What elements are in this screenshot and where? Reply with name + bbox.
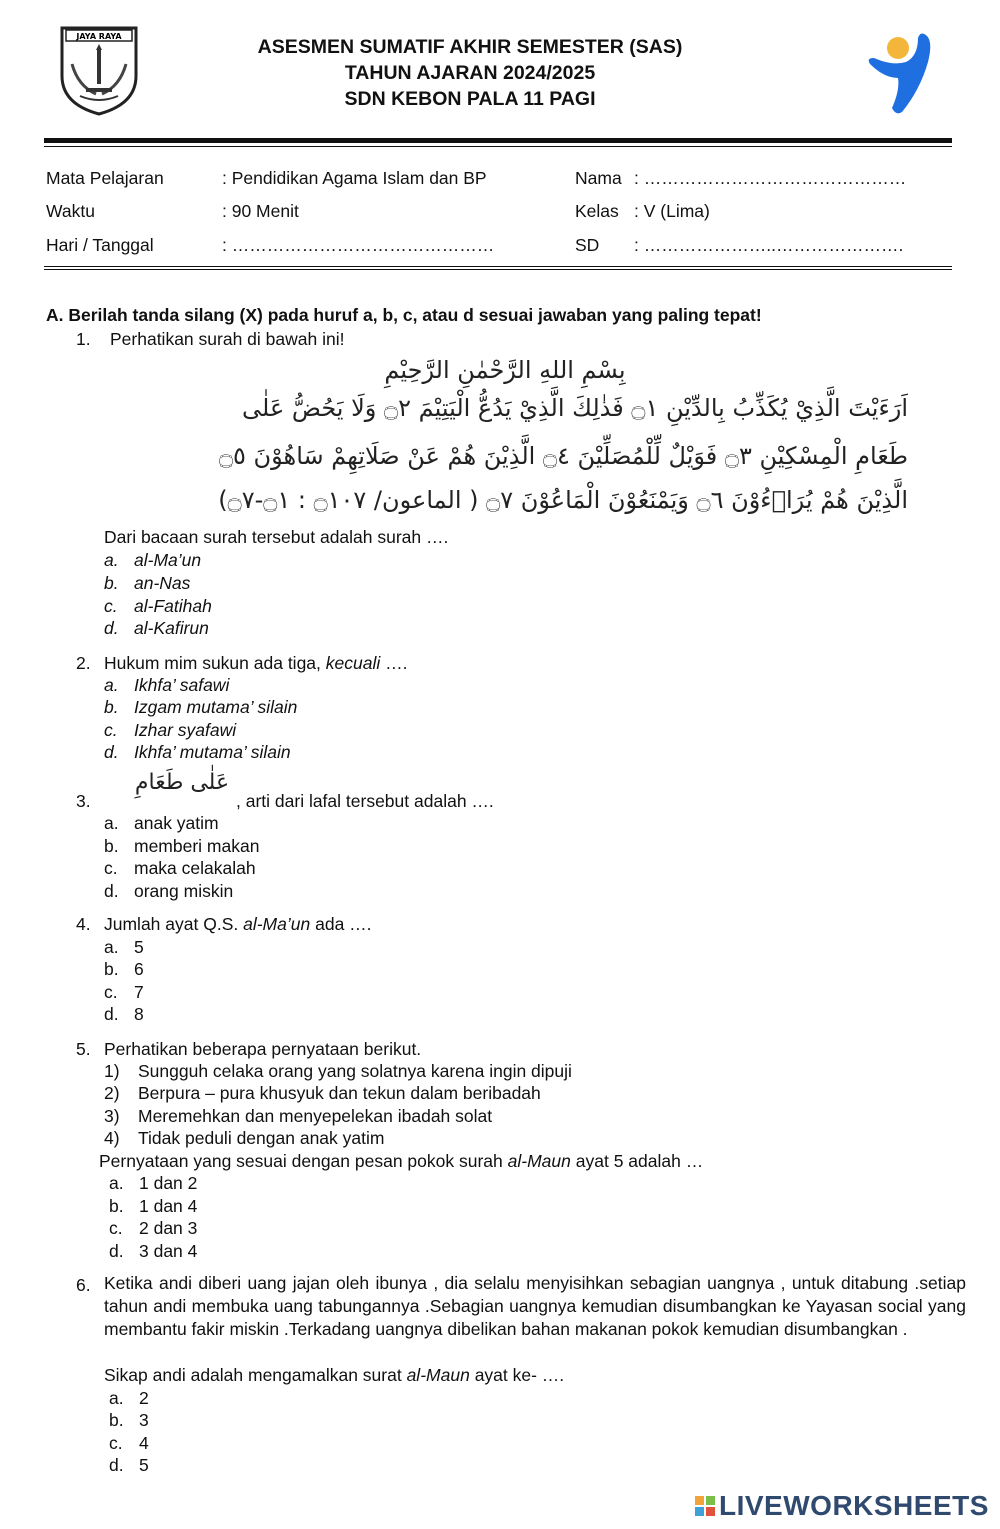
info-divider-2 (44, 269, 952, 270)
q5-number: 5. (76, 1039, 91, 1059)
header-divider-thick (44, 138, 952, 143)
q1-option-b-letter[interactable]: b. (104, 573, 119, 593)
q4-number: 4. (76, 914, 91, 934)
q4-option-a[interactable]: 5 (134, 937, 144, 957)
class-value: : V (Lima) (634, 201, 710, 221)
q4-option-b-letter[interactable]: b. (104, 959, 119, 979)
q1-option-a[interactable]: al-Ma’un (134, 550, 202, 570)
q2-number: 2. (76, 653, 91, 673)
q3-number: 3. (76, 791, 91, 811)
q6-question-end: ayat ke- …. (474, 1365, 565, 1385)
q2-option-d-letter[interactable]: d. (104, 742, 119, 762)
q2-option-b[interactable]: Izgam mutama’ silain (134, 697, 298, 717)
title-line-2: TAHUN AJARAN 2024/2025 (344, 62, 596, 84)
q5-question-start: Pernyataan yang sesuai dengan pesan pokok surah (99, 1151, 503, 1171)
q5-statement-2: Berpura – pura khusyuk dan tekun dalam beribadah (138, 1083, 541, 1103)
q3-option-d[interactable]: orang miskin (134, 881, 234, 901)
q1-option-c-letter[interactable]: c. (104, 596, 118, 616)
emblem-shield-icon (58, 24, 140, 116)
name-label: Nama (575, 168, 622, 188)
q5-option-c-letter[interactable]: c. (109, 1218, 123, 1238)
q3-option-a[interactable]: anak yatim (134, 813, 219, 833)
q1-option-d-letter[interactable]: d. (104, 618, 119, 638)
q5-option-b-letter[interactable]: b. (109, 1196, 124, 1216)
q4-prompt-italic: al-Ma’un (243, 914, 311, 934)
q2-option-d[interactable]: Ikhfa’ mutama’ silain (134, 742, 291, 762)
emblem-text: JAYA RAYA (76, 32, 122, 41)
q6-option-d-letter[interactable]: d. (109, 1455, 124, 1475)
q6-option-d[interactable]: 5 (139, 1455, 149, 1475)
q2-option-a-letter[interactable]: a. (104, 675, 119, 695)
liveworksheets-brand[interactable] (694, 1490, 989, 1522)
liveworksheets-logo-icon (694, 1495, 716, 1517)
q5-prompt: Perhatikan beberapa pernyataan berikut. (104, 1039, 422, 1059)
q4-option-d-letter[interactable]: d. (104, 1004, 119, 1024)
q6-option-b-letter[interactable]: b. (109, 1410, 124, 1430)
exam-title (200, 34, 740, 112)
q5-statement-1-num: 1) (104, 1061, 120, 1081)
q6-option-c-letter[interactable]: c. (109, 1433, 123, 1453)
q5-statement-4: Tidak peduli dengan anak yatim (138, 1128, 385, 1148)
q4-option-b[interactable]: 6 (134, 959, 144, 979)
q5-option-a[interactable]: 1 dan 2 (139, 1173, 198, 1193)
date-label: Hari / Tanggal (46, 235, 154, 255)
q5-statement-4-num: 4) (104, 1128, 120, 1148)
name-value[interactable]: : ……………………………………… (634, 168, 907, 188)
kurikulum-logo (862, 28, 938, 116)
liveworksheets-text: LIVEWORKSHEETS (719, 1490, 989, 1521)
q4-option-a-letter[interactable]: a. (104, 937, 119, 957)
title-line-1: ASESMEN SUMATIF AKHIR SEMESTER (SAS) (257, 36, 683, 58)
q1-option-d[interactable]: al-Kafirun (134, 618, 209, 638)
q4-prompt-start: Jumlah ayat Q.S. (104, 914, 239, 934)
q3-arabic: عَلٰى طَعَامِ (134, 770, 230, 795)
q1-question: Dari bacaan surah tersebut adalah surah …. (104, 527, 449, 547)
q5-question (99, 1150, 703, 1173)
q2-prompt-end: …. (385, 653, 408, 673)
q1-option-a-letter[interactable]: a. (104, 550, 119, 570)
figure-logo-icon (862, 28, 938, 116)
q2-option-c-letter[interactable]: c. (104, 720, 118, 740)
class-label: Kelas (575, 201, 619, 221)
q1-arabic-line-1: اَرَءَيْتَ الَّذِيْ يُكَذِّبُ بِالدِّيْنِ ۝١ فَذٰلِكَ الَّذِيْ يَدُعُّ الْيَتِيْمَ ۝٢ وَلَا يَحُضُّ عَلٰى (242, 394, 908, 422)
school-label: SD (575, 235, 600, 255)
info-divider (44, 266, 952, 267)
school-value[interactable]: : …………………..…………………. (634, 235, 904, 255)
q1-prompt: Perhatikan surah di bawah ini! (110, 329, 345, 349)
time-value: : 90 Menit (222, 201, 299, 221)
q2-prompt-start: Hukum mim sukun ada tiga, (104, 653, 321, 673)
q3-option-c[interactable]: maka celakalah (134, 858, 256, 878)
q6-option-a[interactable]: 2 (139, 1388, 149, 1408)
q3-option-d-letter[interactable]: d. (104, 881, 119, 901)
q2-option-b-letter[interactable]: b. (104, 697, 119, 717)
q5-option-d-letter[interactable]: d. (109, 1241, 124, 1261)
time-label: Waktu (46, 201, 95, 221)
subject-label: Mata Pelajaran (46, 168, 164, 188)
q1-option-b[interactable]: an-Nas (134, 573, 191, 593)
header-divider-thin (44, 146, 952, 147)
q4-option-c[interactable]: 7 (134, 982, 144, 1002)
q5-question-italic: al-Maun (507, 1151, 571, 1171)
q6-number: 6. (76, 1275, 91, 1295)
q4-option-c-letter[interactable]: c. (104, 982, 118, 1002)
q6-question (104, 1364, 564, 1387)
q1-arabic-line-3: الَّذِيْنَ هُمْ يُرَاۤءُوْنَ ۝٦ وَيَمْنَعُوْنَ الْمَاعُوْنَ ۝٧ ( الماعون/ ۝١٠٧ : ۝١-۝٧) (218, 486, 908, 514)
q2-prompt (104, 652, 408, 675)
q5-question-end: ayat 5 adalah … (575, 1151, 704, 1171)
q2-prompt-italic: kecuali (325, 653, 381, 673)
q3-option-b[interactable]: memberi makan (134, 836, 260, 856)
q5-statement-1: Sungguh celaka orang yang solatnya karena ingin dipuji (138, 1061, 572, 1081)
subject-value: : Pendidikan Agama Islam dan BP (222, 168, 487, 188)
q6-option-c[interactable]: 4 (139, 1433, 149, 1453)
q1-option-c[interactable]: al-Fatihah (134, 596, 212, 616)
q5-statement-3: Meremehkan dan menyepelekan ibadah solat (138, 1106, 493, 1126)
q5-statement-3-num: 3) (104, 1106, 120, 1126)
q5-option-b[interactable]: 1 dan 4 (139, 1196, 198, 1216)
q5-option-c[interactable]: 2 dan 3 (139, 1218, 198, 1238)
q2-option-a[interactable]: Ikhfa’ safawi (134, 675, 230, 695)
q5-option-a-letter[interactable]: a. (109, 1173, 124, 1193)
q1-basmalah: بِسْمِ اللهِ الرَّحْمٰنِ الرَّحِيْمِ (384, 356, 626, 384)
q6-paragraph: Ketika andi diberi uang jajan oleh ibunya , dia selalu menyisihkan sebagian uangnya , untuk ditabung .setiap tahun andi membuka uang tabungannya .Sebagian uangnya kemudian disumbangkan ke Yayasan social yang membantu fakir miskin .Terkadang uangnya dibelikan bahan makanan pokok kemudian disumbangkan . (104, 1273, 966, 1339)
q6-option-a-letter[interactable]: a. (109, 1388, 124, 1408)
q4-prompt (104, 913, 372, 936)
jakarta-emblem-logo (58, 24, 140, 116)
q3-option-c-letter[interactable]: c. (104, 858, 118, 878)
q6-question-italic: al-Maun (406, 1365, 470, 1385)
q3-option-a-letter[interactable]: a. (104, 813, 119, 833)
q5-statement-2-num: 2) (104, 1083, 120, 1103)
q2-option-c[interactable]: Izhar syafawi (134, 720, 237, 740)
section-a-heading: A. Berilah tanda silang (X) pada huruf a, b, c, atau d sesuai jawaban yang paling tepat! (46, 305, 762, 325)
q3-option-b-letter[interactable]: b. (104, 836, 119, 856)
q4-prompt-end: ada …. (315, 914, 372, 934)
q5-option-d[interactable]: 3 dan 4 (139, 1241, 198, 1261)
date-value[interactable]: : ……………………………………… (222, 235, 495, 255)
q3-prompt: , arti dari lafal tersebut adalah …. (236, 791, 494, 811)
title-line-3: SDN KEBON PALA 11 PAGI (344, 88, 596, 110)
q1-number: 1. (76, 329, 91, 349)
q4-option-d[interactable]: 8 (134, 1004, 144, 1024)
q6-question-start: Sikap andi adalah mengamalkan surat (104, 1365, 402, 1385)
q1-arabic-line-2: طَعَامِ الْمِسْكِيْنِ ۝٣ فَوَيْلٌ لِّلْمُصَلِّيْنَ ۝٤ الَّذِيْنَ هُمْ عَنْ صَلَاتِهِمْ سَاهُوْنَ ۝٥ (218, 442, 908, 470)
q6-option-b[interactable]: 3 (139, 1410, 149, 1430)
